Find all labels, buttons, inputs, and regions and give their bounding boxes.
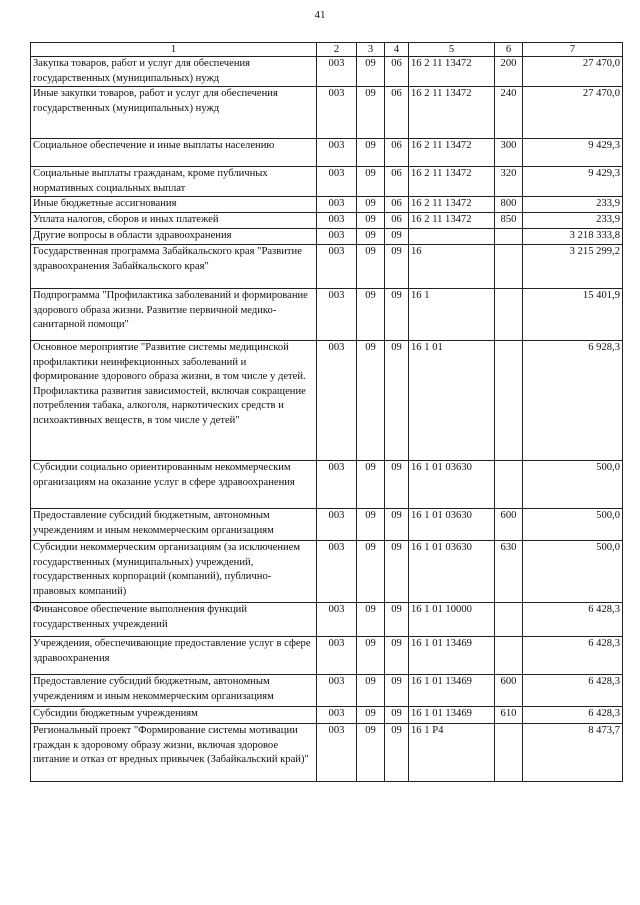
row-amount-cell: 27 470,0 — [523, 57, 623, 87]
budget-table — [30, 42, 623, 782]
row-target-article-cell: 16 2 11 13472 — [409, 57, 495, 87]
row-amount-cell: 6 928,3 — [523, 341, 623, 461]
column-header-4: 4 — [385, 43, 409, 57]
row-section-cell: 09 — [357, 461, 385, 509]
table-header-row — [31, 43, 623, 57]
row-section-cell: 09 — [357, 289, 385, 341]
row-grbs-cell: 003 — [317, 675, 357, 707]
table-row — [31, 341, 623, 461]
row-target-article-cell: 16 1 01 13469 — [409, 675, 495, 707]
row-target-article-cell — [409, 229, 495, 245]
row-section-cell: 09 — [357, 675, 385, 707]
row-subsection-cell: 09 — [385, 461, 409, 509]
row-section-cell: 09 — [357, 87, 385, 139]
row-amount-cell: 6 428,3 — [523, 637, 623, 675]
row-name-cell: Подпрограмма "Профилактика заболеваний и формирование здорового образа жизни. Развитие первичной медико-санитарной помощи" — [31, 289, 317, 341]
row-section-cell: 09 — [357, 724, 385, 782]
row-expense-type-cell: 850 — [495, 213, 523, 229]
row-name-cell: Предоставление субсидий бюджетным, автономным учреждениям и иным некоммерческим организациям — [31, 509, 317, 541]
row-name-cell: Иные закупки товаров, работ и услуг для обеспечения государственных (муниципальных) нужд — [31, 87, 317, 139]
row-target-article-cell: 16 2 11 13472 — [409, 87, 495, 139]
table-row — [31, 461, 623, 509]
row-subsection-cell: 06 — [385, 213, 409, 229]
row-expense-type-cell — [495, 461, 523, 509]
row-amount-cell: 15 401,9 — [523, 289, 623, 341]
row-grbs-cell: 003 — [317, 289, 357, 341]
row-target-article-cell: 16 2 11 13472 — [409, 167, 495, 197]
table-row — [31, 724, 623, 782]
row-target-article-cell: 16 1 P4 — [409, 724, 495, 782]
row-grbs-cell: 003 — [317, 707, 357, 724]
row-name-cell: Другие вопросы в области здравоохранения — [31, 229, 317, 245]
row-name-cell: Основное мероприятие "Развитие системы медицинской профилактики неинфекционных заболеваний и формирование здорового образа жизни, в том числе у детей. Профилактика развития зависимостей, включая сокращение потребления табака, алкоголя, наркотических средств и психоактивных веществ, в том числе у детей" — [31, 341, 317, 461]
row-grbs-cell: 003 — [317, 461, 357, 509]
table-row — [31, 213, 623, 229]
table-row — [31, 289, 623, 341]
row-name-cell: Иные бюджетные ассигнования — [31, 197, 317, 213]
row-subsection-cell: 06 — [385, 57, 409, 87]
row-subsection-cell: 06 — [385, 167, 409, 197]
row-target-article-cell: 16 1 01 03630 — [409, 509, 495, 541]
row-amount-cell: 6 428,3 — [523, 603, 623, 637]
row-subsection-cell: 09 — [385, 229, 409, 245]
row-name-cell: Государственная программа Забайкальского края "Развитие здравоохранения Забайкальского края" — [31, 245, 317, 289]
row-expense-type-cell: 240 — [495, 87, 523, 139]
row-amount-cell: 233,9 — [523, 213, 623, 229]
row-subsection-cell: 09 — [385, 541, 409, 603]
row-section-cell: 09 — [357, 229, 385, 245]
row-grbs-cell: 003 — [317, 167, 357, 197]
row-expense-type-cell — [495, 229, 523, 245]
row-name-cell: Уплата налогов, сборов и иных платежей — [31, 213, 317, 229]
row-amount-cell: 9 429,3 — [523, 167, 623, 197]
row-expense-type-cell: 600 — [495, 509, 523, 541]
row-target-article-cell: 16 1 01 13469 — [409, 637, 495, 675]
row-subsection-cell: 09 — [385, 603, 409, 637]
row-amount-cell: 3 215 299,2 — [523, 245, 623, 289]
table-row — [31, 229, 623, 245]
column-header-5: 5 — [409, 43, 495, 57]
row-section-cell: 09 — [357, 213, 385, 229]
table-row — [31, 139, 623, 167]
row-section-cell: 09 — [357, 707, 385, 724]
row-grbs-cell: 003 — [317, 87, 357, 139]
row-expense-type-cell — [495, 603, 523, 637]
table-row — [31, 57, 623, 87]
row-amount-cell: 27 470,0 — [523, 87, 623, 139]
row-subsection-cell: 09 — [385, 637, 409, 675]
row-grbs-cell: 003 — [317, 139, 357, 167]
row-grbs-cell: 003 — [317, 603, 357, 637]
table-row — [31, 541, 623, 603]
table-row — [31, 637, 623, 675]
row-section-cell: 09 — [357, 637, 385, 675]
row-expense-type-cell — [495, 289, 523, 341]
row-expense-type-cell: 610 — [495, 707, 523, 724]
row-amount-cell: 6 428,3 — [523, 707, 623, 724]
column-header-2: 2 — [317, 43, 357, 57]
row-section-cell: 09 — [357, 603, 385, 637]
row-grbs-cell: 003 — [317, 637, 357, 675]
row-name-cell: Региональный проект "Формирование системы мотивации граждан к здоровому образу жизни, включая здоровое питание и отказ от вредных привычек (Забайкальский край)" — [31, 724, 317, 782]
row-subsection-cell: 06 — [385, 87, 409, 139]
row-section-cell: 09 — [357, 197, 385, 213]
row-expense-type-cell: 300 — [495, 139, 523, 167]
row-name-cell: Закупка товаров, работ и услуг для обеспечения государственных (муниципальных) нужд — [31, 57, 317, 87]
row-amount-cell: 6 428,3 — [523, 675, 623, 707]
row-name-cell: Субсидии бюджетным учреждениям — [31, 707, 317, 724]
row-subsection-cell: 09 — [385, 341, 409, 461]
table-row — [31, 509, 623, 541]
row-subsection-cell: 09 — [385, 707, 409, 724]
row-target-article-cell: 16 1 01 13469 — [409, 707, 495, 724]
row-grbs-cell: 003 — [317, 341, 357, 461]
row-amount-cell: 9 429,3 — [523, 139, 623, 167]
row-section-cell: 09 — [357, 245, 385, 289]
row-grbs-cell: 003 — [317, 724, 357, 782]
table-row — [31, 87, 623, 139]
table-row — [31, 245, 623, 289]
row-grbs-cell: 003 — [317, 245, 357, 289]
row-subsection-cell: 09 — [385, 509, 409, 541]
row-grbs-cell: 003 — [317, 57, 357, 87]
row-amount-cell: 8 473,7 — [523, 724, 623, 782]
row-section-cell: 09 — [357, 167, 385, 197]
row-grbs-cell: 003 — [317, 541, 357, 603]
row-grbs-cell: 003 — [317, 197, 357, 213]
row-expense-type-cell — [495, 245, 523, 289]
row-expense-type-cell — [495, 724, 523, 782]
row-subsection-cell: 06 — [385, 197, 409, 213]
row-amount-cell: 3 218 333,8 — [523, 229, 623, 245]
table-row — [31, 603, 623, 637]
column-header-3: 3 — [357, 43, 385, 57]
row-target-article-cell: 16 1 01 10000 — [409, 603, 495, 637]
row-subsection-cell: 09 — [385, 724, 409, 782]
row-expense-type-cell: 600 — [495, 675, 523, 707]
row-amount-cell: 500,0 — [523, 541, 623, 603]
column-header-1: 1 — [31, 43, 317, 57]
row-grbs-cell: 003 — [317, 213, 357, 229]
row-target-article-cell: 16 1 01 — [409, 341, 495, 461]
row-name-cell: Субсидии некоммерческим организациям (за исключением государственных (муниципальных) учреждений, государственных корпораций (компаний), публично-правовых компаний) — [31, 541, 317, 603]
row-name-cell: Субсидии социально ориентированным некоммерческим организациям на оказание услуг в сфере здравоохранения — [31, 461, 317, 509]
row-name-cell: Социальные выплаты гражданам, кроме публичных нормативных социальных выплат — [31, 167, 317, 197]
row-name-cell: Учреждения, обеспечивающие предоставление услуг в сфере здравоохранения — [31, 637, 317, 675]
row-section-cell: 09 — [357, 341, 385, 461]
row-section-cell: 09 — [357, 541, 385, 603]
column-header-6: 6 — [495, 43, 523, 57]
row-section-cell: 09 — [357, 509, 385, 541]
row-target-article-cell: 16 2 11 13472 — [409, 213, 495, 229]
row-section-cell: 09 — [357, 57, 385, 87]
row-amount-cell: 500,0 — [523, 509, 623, 541]
row-expense-type-cell: 200 — [495, 57, 523, 87]
row-subsection-cell: 09 — [385, 289, 409, 341]
row-target-article-cell: 16 — [409, 245, 495, 289]
row-amount-cell: 233,9 — [523, 197, 623, 213]
row-name-cell: Предоставление субсидий бюджетным, автономным учреждениям и иным некоммерческим организациям — [31, 675, 317, 707]
row-expense-type-cell: 320 — [495, 167, 523, 197]
row-subsection-cell: 09 — [385, 245, 409, 289]
row-expense-type-cell — [495, 341, 523, 461]
column-header-7: 7 — [523, 43, 623, 57]
row-name-cell: Финансовое обеспечение выполнения функций государственных учреждений — [31, 603, 317, 637]
row-amount-cell: 500,0 — [523, 461, 623, 509]
row-expense-type-cell — [495, 637, 523, 675]
row-grbs-cell: 003 — [317, 229, 357, 245]
row-subsection-cell: 09 — [385, 675, 409, 707]
row-target-article-cell: 16 1 01 03630 — [409, 461, 495, 509]
row-expense-type-cell: 800 — [495, 197, 523, 213]
row-subsection-cell: 06 — [385, 139, 409, 167]
table-row — [31, 707, 623, 724]
table-body — [31, 57, 623, 782]
row-expense-type-cell: 630 — [495, 541, 523, 603]
table-row — [31, 197, 623, 213]
row-grbs-cell: 003 — [317, 509, 357, 541]
row-target-article-cell: 16 2 11 13472 — [409, 139, 495, 167]
page-number: 41 — [314, 9, 326, 21]
row-name-cell: Социальное обеспечение и иные выплаты населению — [31, 139, 317, 167]
row-section-cell: 09 — [357, 139, 385, 167]
table-row — [31, 167, 623, 197]
table-row — [31, 675, 623, 707]
row-target-article-cell: 16 1 — [409, 289, 495, 341]
row-target-article-cell: 16 1 01 03630 — [409, 541, 495, 603]
row-target-article-cell: 16 2 11 13472 — [409, 197, 495, 213]
